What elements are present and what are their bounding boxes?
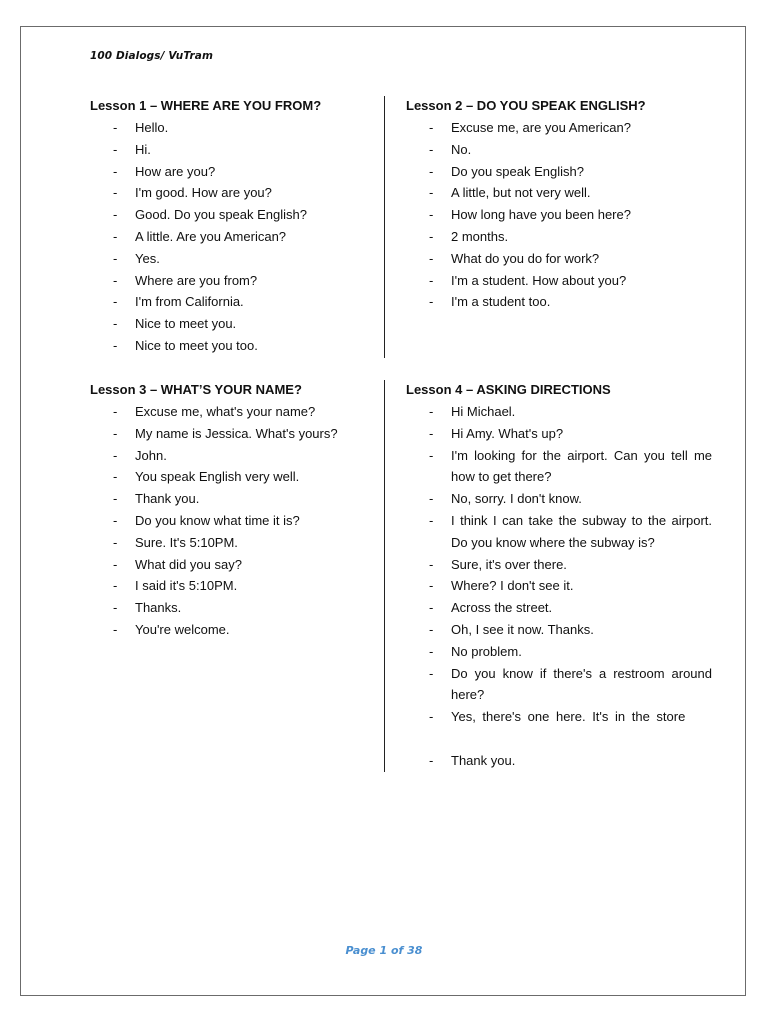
dialog-line: - Thanks.	[113, 600, 182, 616]
dialog-line: - Oh, I see it now. Thanks.	[429, 621, 594, 637]
dialog-line: - You're welcome.	[113, 621, 230, 637]
dialog-line: - Good. Do you speak English?	[113, 207, 307, 223]
dialog-line: - John.	[113, 447, 167, 463]
dialog-line: - Where are you from?	[113, 272, 258, 288]
dialog-line: - Nice to meet you.	[113, 316, 237, 332]
dialog-list	[90, 401, 396, 641]
dialog-line: - Nice to meet you too.	[113, 337, 258, 353]
dialog-line: - Excuse me, what's your name?	[113, 404, 316, 419]
lesson-1	[90, 97, 396, 357]
dialog-line: - What did you say?	[113, 556, 242, 572]
dialog-line: - No, sorry. I don't know.	[429, 491, 582, 507]
dialog-line: - My name is Jessica. What's yours?	[113, 425, 338, 441]
dialog-line: - Yes, there's one here. It's in the store	[429, 709, 686, 725]
dialog-line: - No.	[429, 141, 472, 157]
dialog-line: - Hi Amy. What's up?	[429, 425, 564, 441]
dialog-line: - Hi.	[113, 141, 151, 157]
dialog-line: - I'm from California.	[113, 294, 244, 310]
dialog-line: - Do you speak English?	[429, 163, 584, 179]
dialog-line: - Thank you.	[113, 491, 200, 507]
lesson-title: Lesson 2 – DO YOU SPEAK ENGLISH?	[406, 98, 646, 113]
dialog-line: - Hi Michael.	[429, 404, 516, 419]
dialog-line: - I'm good. How are you?	[113, 185, 272, 201]
dialog-line: - Sure, it's over there.	[429, 556, 567, 572]
dialog-line: - Sure. It's 5:10PM.	[113, 534, 238, 550]
dialog-line: - Excuse me, are you American?	[429, 120, 631, 135]
dialog-line: - I think I can take the subway to the airport. Do you know where the subway is?	[429, 512, 712, 550]
lesson-title: Lesson 1 – WHERE ARE YOU FROM?	[90, 98, 322, 113]
lesson-2	[406, 97, 712, 313]
dialog-line: - How are you?	[113, 163, 216, 179]
dialog-line: - No problem.	[429, 643, 522, 659]
lesson-title: Lesson 3 – WHAT’S YOUR NAME?	[90, 382, 302, 397]
dialog-line: - Across the street.	[429, 600, 553, 616]
dialog-list	[406, 401, 712, 772]
dialog-line: - A little, but not very well.	[429, 185, 591, 201]
dialog-line: - Where? I don't see it.	[429, 578, 574, 594]
dialog-list	[406, 117, 712, 313]
dialog-line: - Yes.	[113, 250, 160, 266]
dialog-line: - How long have you been here?	[429, 207, 631, 223]
dialog-line: - Do you know if there's a restroom around here?	[429, 665, 712, 703]
dialog-list	[90, 117, 396, 357]
dialog-line: - I'm looking for the airport. Can you tell me how to get there?	[429, 447, 712, 485]
dialog-line: - What do you do for work?	[429, 250, 600, 266]
dialog-line: - 2 months.	[429, 228, 509, 244]
dialog-line: - I'm a student. How about you?	[429, 272, 627, 288]
dialog-line: - Thank you.	[429, 752, 516, 768]
lesson-3	[90, 381, 396, 641]
lesson-title: Lesson 4 – ASKING DIRECTIONS	[406, 382, 611, 397]
dialog-line: - I'm a student too.	[429, 294, 551, 310]
dialog-line: - Hello.	[113, 120, 169, 135]
lesson-4	[406, 381, 712, 772]
document-header: 100 Dialogs/ VuTram	[90, 50, 213, 62]
dialog-line: - I said it's 5:10PM.	[113, 578, 238, 594]
dialog-line: - A little. Are you American?	[113, 228, 287, 244]
page-number: Page 1 of 38	[345, 944, 423, 957]
dialog-line: - Do you know what time it is?	[113, 512, 300, 528]
dialog-line: - You speak English very well.	[113, 469, 300, 485]
